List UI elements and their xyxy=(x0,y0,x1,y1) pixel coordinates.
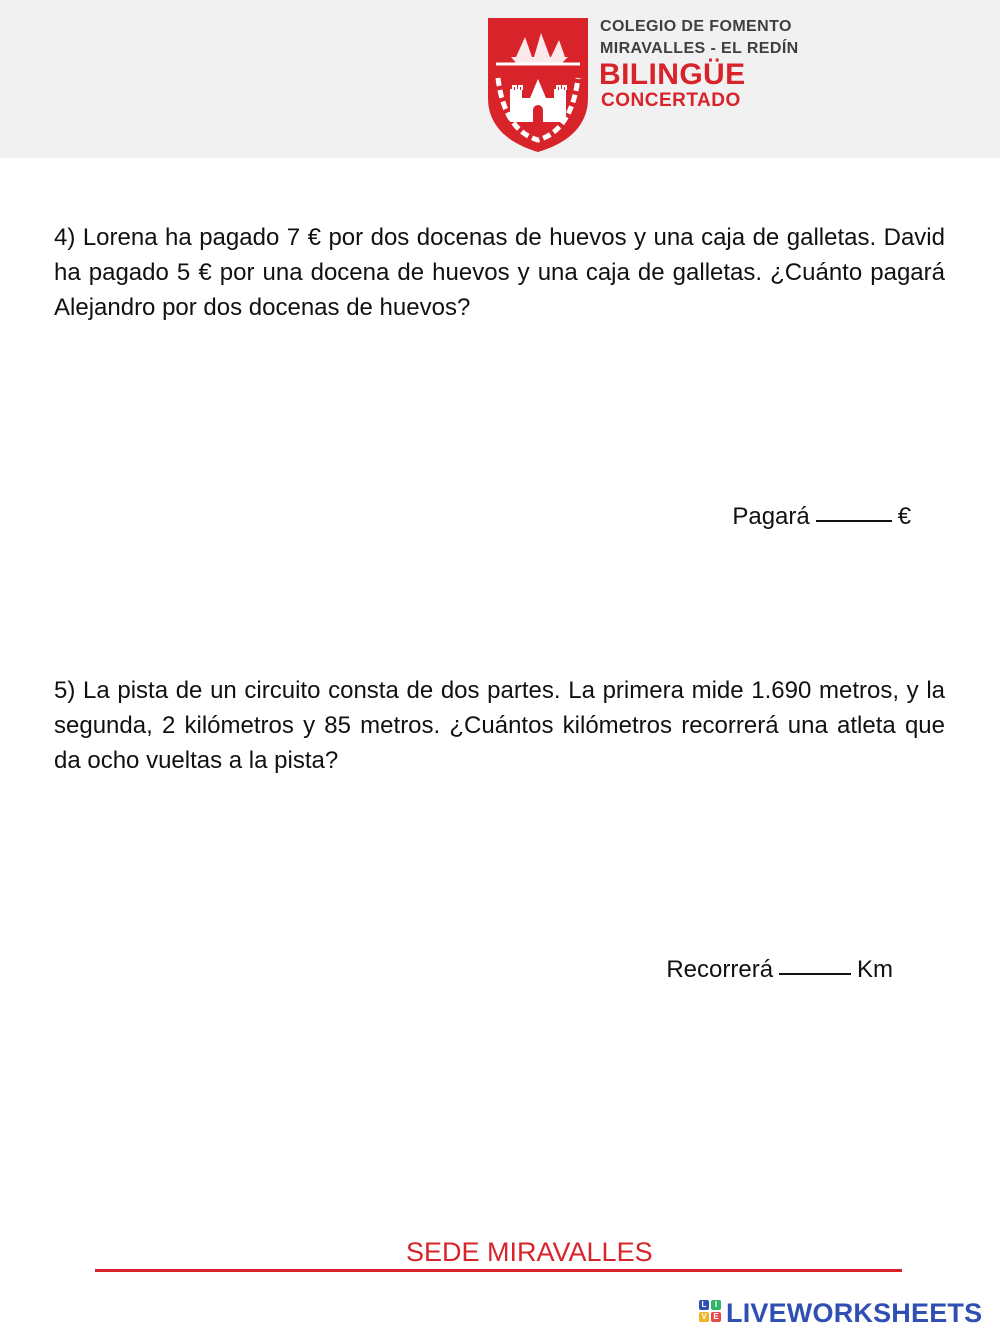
brand-icon-cell-l: L xyxy=(699,1300,709,1310)
question-4-answer-prefix: Pagará xyxy=(732,503,810,530)
school-name-line-1: COLEGIO DE FOMENTO xyxy=(600,18,792,35)
liveworksheets-text: LIVEWORKSHEETS xyxy=(726,1298,983,1328)
question-4-answer-line xyxy=(719,472,911,532)
footer-label: SEDE MIRAVALLES xyxy=(406,1237,653,1267)
footer-divider xyxy=(95,1269,902,1272)
question-5-text: 5) La pista de un circuito consta de dos partes. La primera mide 1.690 metros, y la segunda, 2 kilómetros y 85 metros. ¿Cuántos kilómetros recorrerá una atleta que da ocho vueltas a la pista? xyxy=(54,677,945,774)
school-status: CONCERTADO xyxy=(601,90,741,111)
school-type: BILINGÜE xyxy=(599,58,746,91)
school-name xyxy=(600,16,826,60)
brand-icon-cell-v: V xyxy=(699,1312,709,1322)
question-5-answer-unit: Km xyxy=(857,956,894,983)
brand-icon-cell-i: I xyxy=(711,1300,721,1310)
school-name-line-2: MIRAVALLES - EL REDÍN xyxy=(600,40,799,57)
school-crest-icon xyxy=(486,16,590,152)
school-logo xyxy=(486,16,826,154)
question-5-answer-line xyxy=(653,925,893,985)
liveworksheets-brand xyxy=(699,1298,993,1328)
question-4-answer-unit: € xyxy=(897,503,912,530)
question-4-text: 4) Lorena ha pagado 7 € por dos docenas de huevos y una caja de galletas. David ha pagado 5 € por una docena de huevos y una caja de galletas. ¿Cuánto pagará Alejandro por dos docenas de huevos? xyxy=(54,224,945,321)
question-4-answer-blank[interactable] xyxy=(816,520,892,522)
question-5-answer-blank[interactable] xyxy=(779,973,851,975)
brand-icon-cell-e: E xyxy=(711,1312,721,1322)
liveworksheets-icon xyxy=(699,1300,723,1324)
question-5-answer-prefix: Recorrerá xyxy=(666,956,774,983)
